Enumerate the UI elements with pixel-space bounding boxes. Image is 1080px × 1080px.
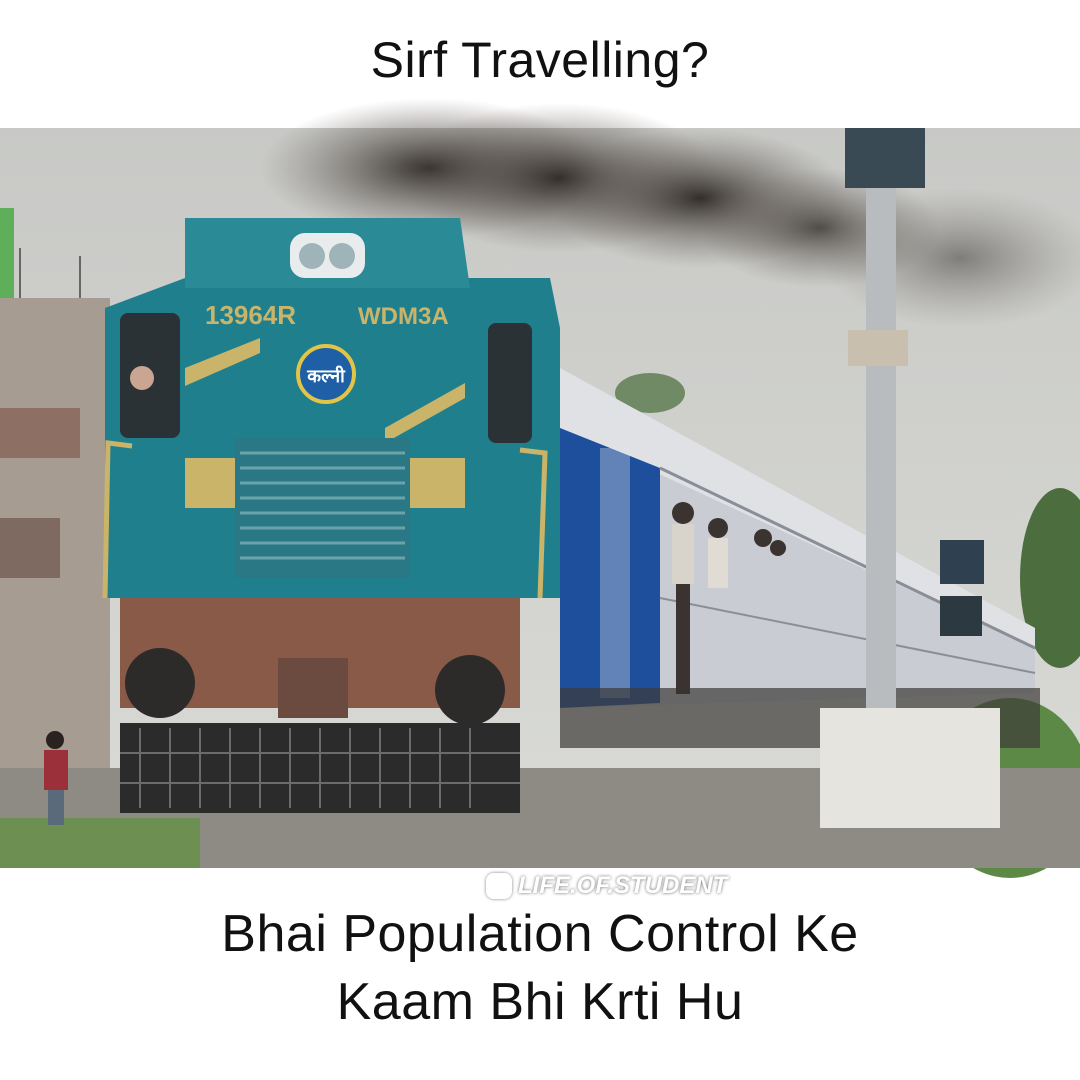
locomotive-model: WDM3A <box>358 303 449 330</box>
instagram-icon <box>486 873 512 899</box>
shed-emblem-text: कल्नी <box>307 366 345 387</box>
top-caption: Sirf Travelling? <box>370 32 710 88</box>
bottom-caption-line-2: Kaam Bhi Krti Hu <box>336 973 744 1031</box>
locomotive-number: 13964R <box>205 300 297 330</box>
bottom-caption-line-1: Bhai Population Control Ke <box>221 905 859 963</box>
grass <box>0 818 200 868</box>
watermark <box>486 868 727 904</box>
locomotive <box>105 218 560 813</box>
bottom-caption <box>0 900 1080 1036</box>
train-photo-illustration <box>0 128 1080 868</box>
train-photo <box>0 128 1080 899</box>
watermark-text: LIFE.OF.STUDENT <box>518 872 728 899</box>
